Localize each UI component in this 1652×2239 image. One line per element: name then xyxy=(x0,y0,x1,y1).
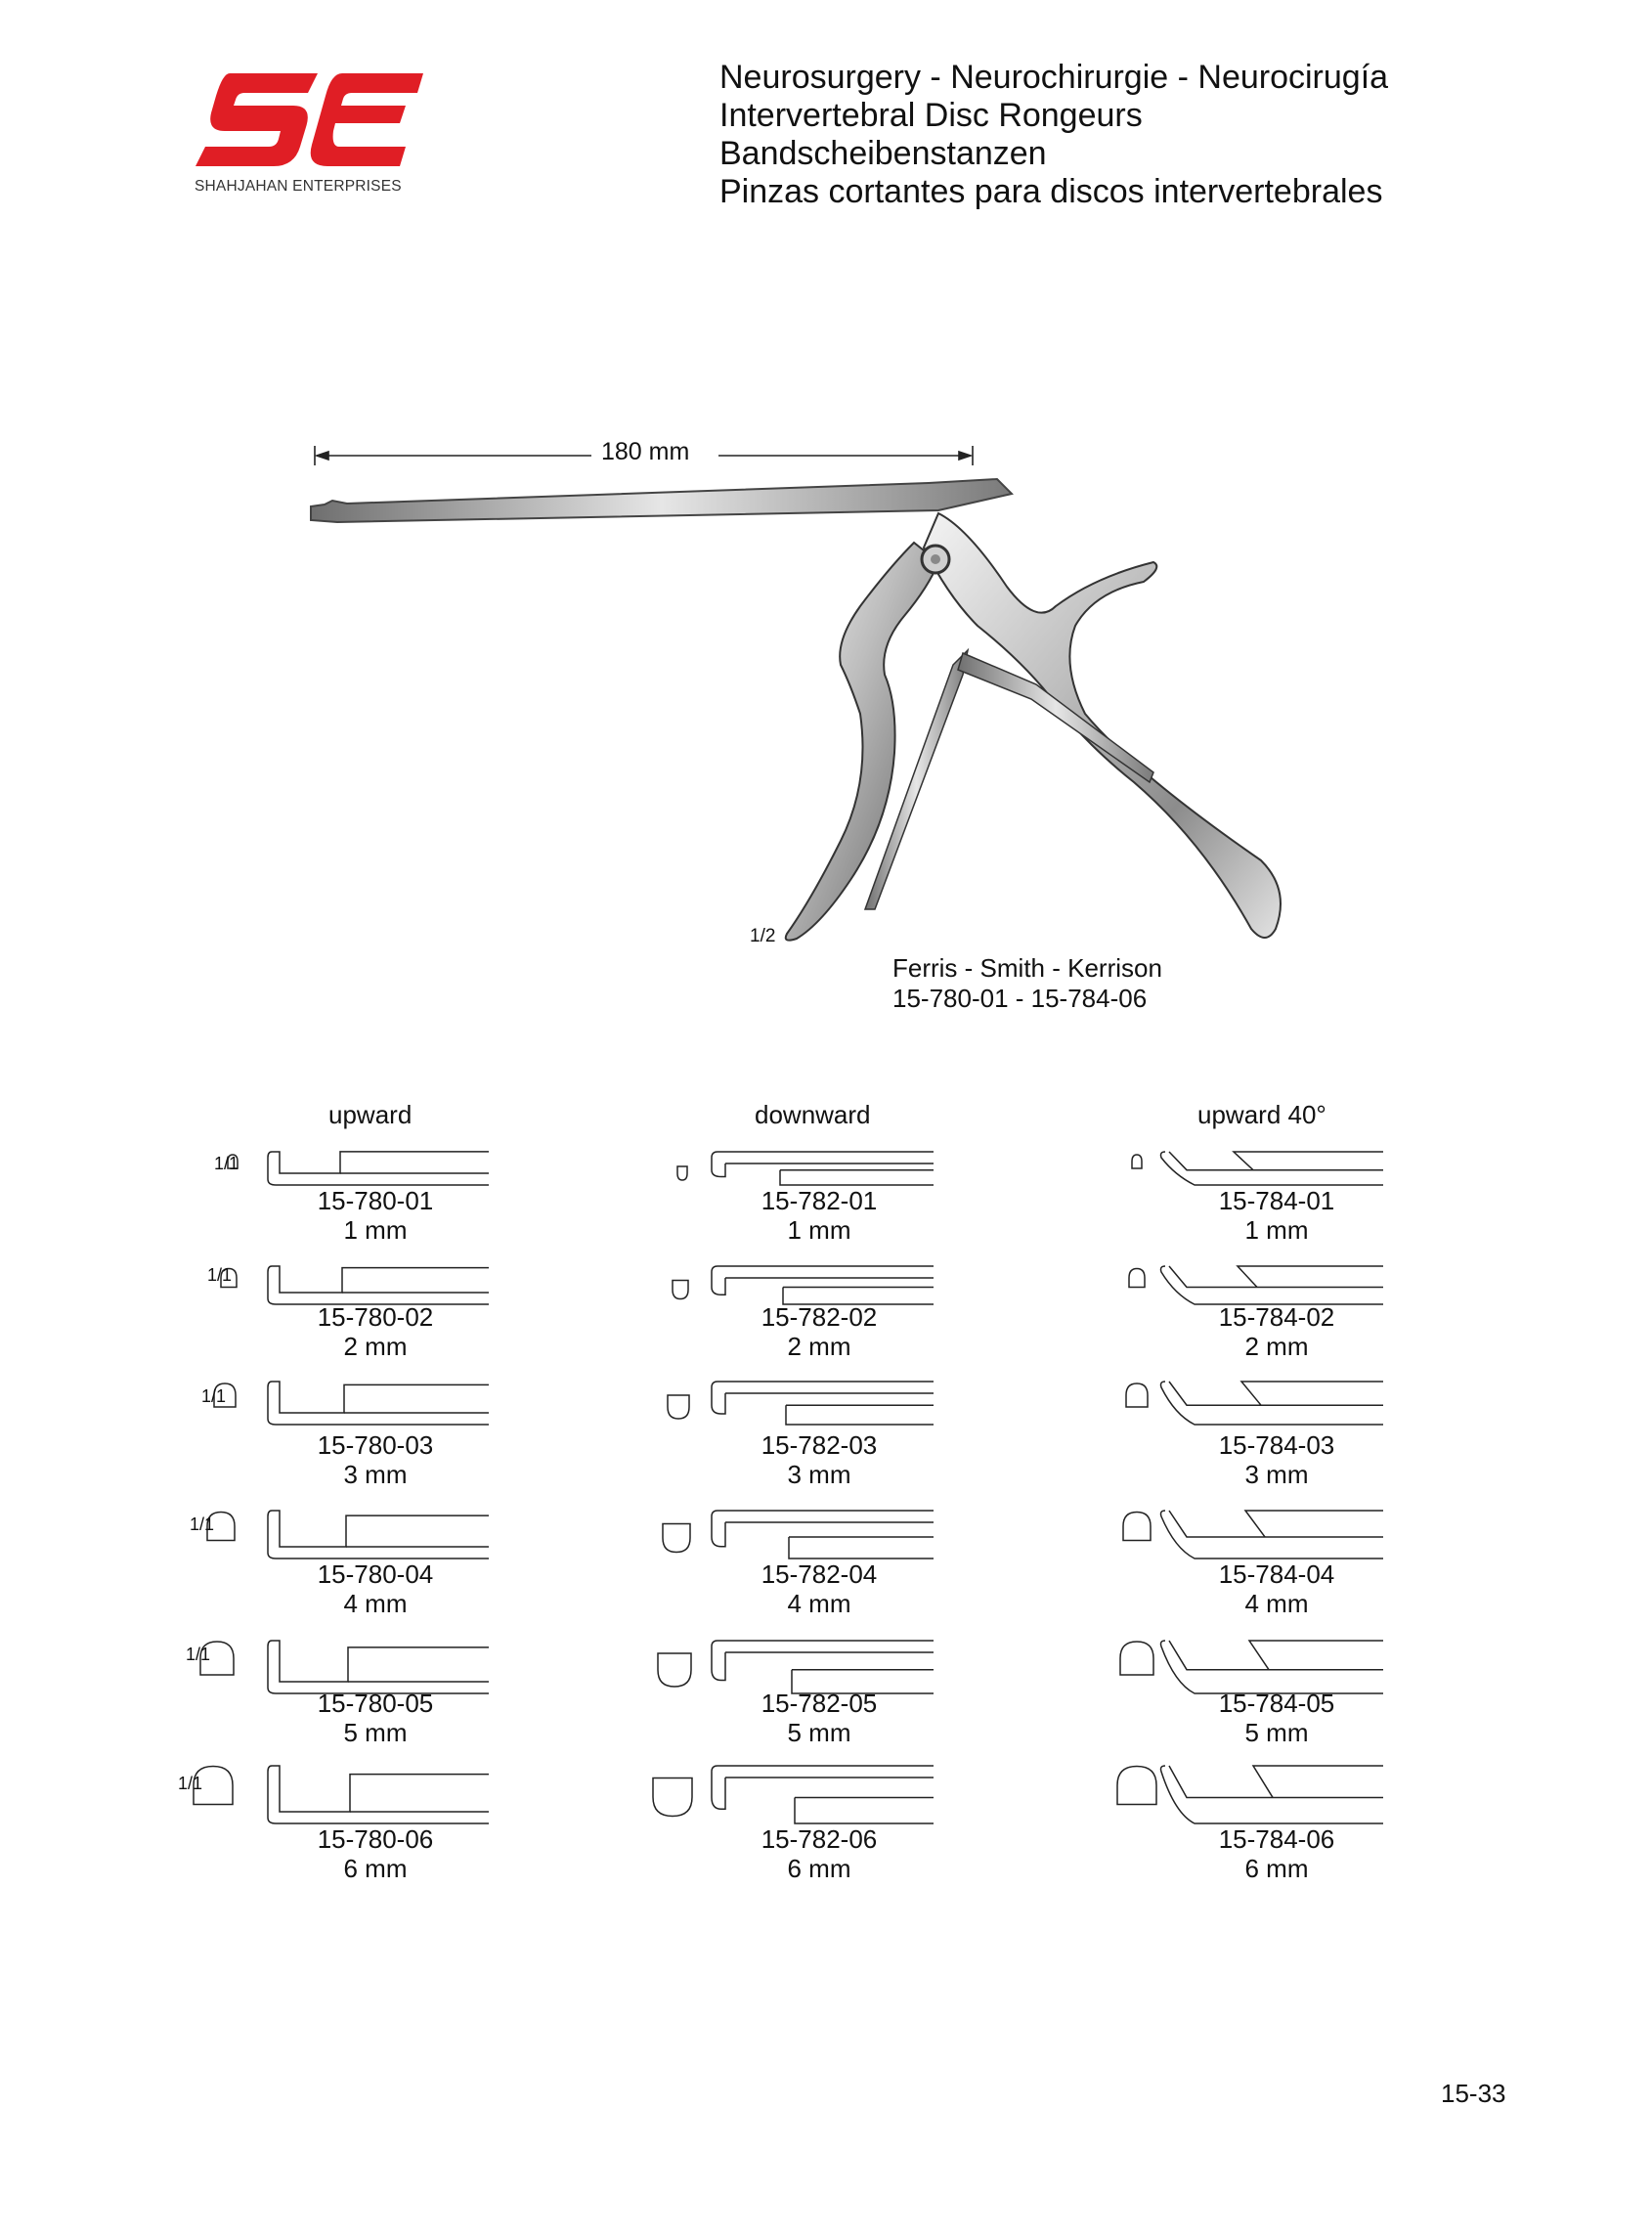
scale-ratio: 1/1 xyxy=(186,1645,211,1664)
upward-tip-jaw xyxy=(272,1511,489,1547)
column-heading-upward: upward xyxy=(328,1100,413,1129)
upward40-tip-line xyxy=(1238,1266,1383,1287)
upward-tip-outline xyxy=(268,1641,489,1693)
item-code: 15-782-05 xyxy=(761,1689,878,1718)
item-size: 2 mm xyxy=(787,1332,851,1361)
list-item xyxy=(673,1824,966,1883)
length-label: 180 mm xyxy=(601,438,690,465)
upward40-tip-jaw xyxy=(1169,1152,1383,1170)
downward-tip-jaw xyxy=(789,1537,934,1559)
list-item xyxy=(229,1689,522,1747)
list-item xyxy=(229,1559,522,1618)
item-size: 6 mm xyxy=(343,1854,408,1883)
upward-tip-outline xyxy=(268,1266,489,1304)
upward40-cross-section-icon xyxy=(1132,1155,1142,1168)
item-code: 15-782-06 xyxy=(761,1824,878,1854)
upward40-tip-line xyxy=(1241,1382,1383,1405)
list-item xyxy=(673,1186,966,1245)
list-item xyxy=(1130,1689,1423,1747)
list-item xyxy=(229,1186,522,1245)
downward-tip-jaw xyxy=(780,1170,934,1185)
column-heading-downward: downward xyxy=(755,1100,871,1129)
item-size: 4 mm xyxy=(1244,1589,1309,1618)
item-size: 2 mm xyxy=(343,1332,408,1361)
item-code: 15-784-04 xyxy=(1218,1559,1335,1589)
list-item xyxy=(673,1302,966,1361)
upward-tip-jaw xyxy=(272,1266,489,1293)
item-code: 15-780-01 xyxy=(317,1186,434,1215)
upward-tip-outline xyxy=(268,1511,489,1559)
upward40-tip-outline xyxy=(1161,1382,1384,1425)
item-size: 6 mm xyxy=(1244,1854,1309,1883)
upward40-cross-section-icon xyxy=(1123,1513,1151,1541)
list-item xyxy=(673,1689,966,1747)
item-size: 1 mm xyxy=(787,1215,851,1245)
downward-cross-section-icon xyxy=(668,1395,689,1419)
downward-tip-outline xyxy=(712,1266,934,1295)
illustration-scale: 1/2 xyxy=(750,926,776,946)
downward-cross-section-icon xyxy=(677,1166,687,1180)
item-code: 15-782-03 xyxy=(761,1430,878,1460)
item-size: 5 mm xyxy=(343,1718,408,1747)
list-item xyxy=(229,1430,522,1489)
list-item xyxy=(673,1430,966,1489)
list-item xyxy=(1130,1824,1423,1883)
list-item xyxy=(1130,1559,1423,1618)
upward40-cross-section-icon xyxy=(1126,1383,1148,1407)
list-item xyxy=(229,1824,522,1883)
downward-tip-outline xyxy=(712,1641,934,1681)
upward40-tip-line xyxy=(1249,1641,1383,1670)
item-code: 15-780-02 xyxy=(317,1302,434,1332)
upward40-tip-jaw xyxy=(1169,1766,1383,1797)
item-size: 2 mm xyxy=(1244,1332,1309,1361)
upward40-tip-jaw xyxy=(1169,1382,1383,1405)
item-size: 3 mm xyxy=(1244,1460,1309,1489)
list-item xyxy=(1130,1302,1423,1361)
item-code: 15-780-05 xyxy=(317,1689,434,1718)
downward-tip-outline xyxy=(712,1511,934,1547)
upward-tip-jaw xyxy=(272,1382,489,1413)
item-size: 5 mm xyxy=(1244,1718,1309,1747)
page-number: 15-33 xyxy=(1441,2079,1506,2108)
item-code: 15-784-05 xyxy=(1218,1689,1335,1718)
item-size: 6 mm xyxy=(787,1854,851,1883)
upward40-tip-jaw xyxy=(1169,1266,1383,1287)
upward40-tip-outline xyxy=(1161,1641,1384,1693)
upward40-tip-outline xyxy=(1161,1766,1384,1823)
upward-tip-jaw xyxy=(272,1152,489,1173)
upward40-tip-outline xyxy=(1161,1511,1384,1559)
item-code: 15-784-06 xyxy=(1218,1824,1335,1854)
downward-tip-jaw xyxy=(786,1405,934,1425)
list-item xyxy=(673,1559,966,1618)
upward40-tip-jaw xyxy=(1169,1511,1383,1537)
list-item xyxy=(229,1302,522,1361)
upward40-tip-outline xyxy=(1161,1152,1384,1185)
item-code: 15-784-02 xyxy=(1218,1302,1335,1332)
upward-tip-outline xyxy=(268,1382,489,1425)
item-size: 4 mm xyxy=(787,1589,851,1618)
downward-tip-outline xyxy=(712,1766,934,1809)
downward-cross-section-icon xyxy=(663,1524,690,1553)
item-size: 1 mm xyxy=(343,1215,408,1245)
downward-cross-section-icon xyxy=(673,1281,688,1299)
upward40-tip-line xyxy=(1245,1511,1383,1537)
upward40-cross-section-icon xyxy=(1117,1767,1156,1805)
item-code: 15-784-01 xyxy=(1218,1186,1335,1215)
item-code: 15-782-01 xyxy=(761,1186,878,1215)
scale-ratio: 1/1 xyxy=(201,1386,227,1406)
item-range: 15-780-01 - 15-784-06 xyxy=(892,984,1148,1013)
item-code: 15-780-03 xyxy=(317,1430,434,1460)
downward-tip-outline xyxy=(712,1382,934,1414)
downward-tip-jaw xyxy=(795,1797,934,1823)
downward-cross-section-icon xyxy=(653,1778,692,1817)
item-size: 5 mm xyxy=(787,1718,851,1747)
scale-ratio: 1/1 xyxy=(178,1774,203,1793)
instrument-name: Ferris - Smith - Kerrison xyxy=(892,953,1162,983)
title-line-spanish: Pinzas cortantes para discos intervertebrales xyxy=(719,173,1383,210)
upward40-tip-jaw xyxy=(1169,1641,1383,1670)
list-item xyxy=(1130,1186,1423,1245)
column-heading-upward-40: upward 40° xyxy=(1197,1100,1326,1129)
upward-tip-jaw xyxy=(272,1641,489,1682)
item-code: 15-782-02 xyxy=(761,1302,878,1332)
item-size: 3 mm xyxy=(787,1460,851,1489)
list-item xyxy=(1130,1430,1423,1489)
item-code: 15-784-03 xyxy=(1218,1430,1335,1460)
item-code: 15-780-04 xyxy=(317,1559,434,1589)
scale-ratio: 1/1 xyxy=(207,1265,233,1285)
item-size: 3 mm xyxy=(343,1460,408,1489)
title-line-specialty: Neurosurgery - Neurochirurgie - Neurocirugía xyxy=(719,59,1389,96)
title-line-english: Intervertebral Disc Rongeurs xyxy=(719,97,1143,134)
upward40-cross-section-icon xyxy=(1120,1642,1153,1675)
scale-ratio: 1/1 xyxy=(214,1154,239,1173)
scale-ratio: 1/1 xyxy=(190,1515,215,1534)
upward40-cross-section-icon xyxy=(1129,1269,1145,1288)
upward40-tip-outline xyxy=(1161,1266,1384,1304)
upward40-tip-line xyxy=(1234,1152,1383,1170)
company-name: SHAHJAHAN ENTERPRISES xyxy=(195,178,402,195)
item-size: 1 mm xyxy=(1244,1215,1309,1245)
upward40-tip-line xyxy=(1253,1766,1383,1797)
item-code: 15-782-04 xyxy=(761,1559,878,1589)
downward-cross-section-icon xyxy=(658,1653,691,1687)
upward-tip-jaw xyxy=(272,1766,489,1812)
upward-tip-outline xyxy=(268,1152,489,1185)
title-line-german: Bandscheibenstanzen xyxy=(719,135,1047,172)
item-size: 4 mm xyxy=(343,1589,408,1618)
item-code: 15-780-06 xyxy=(317,1824,434,1854)
